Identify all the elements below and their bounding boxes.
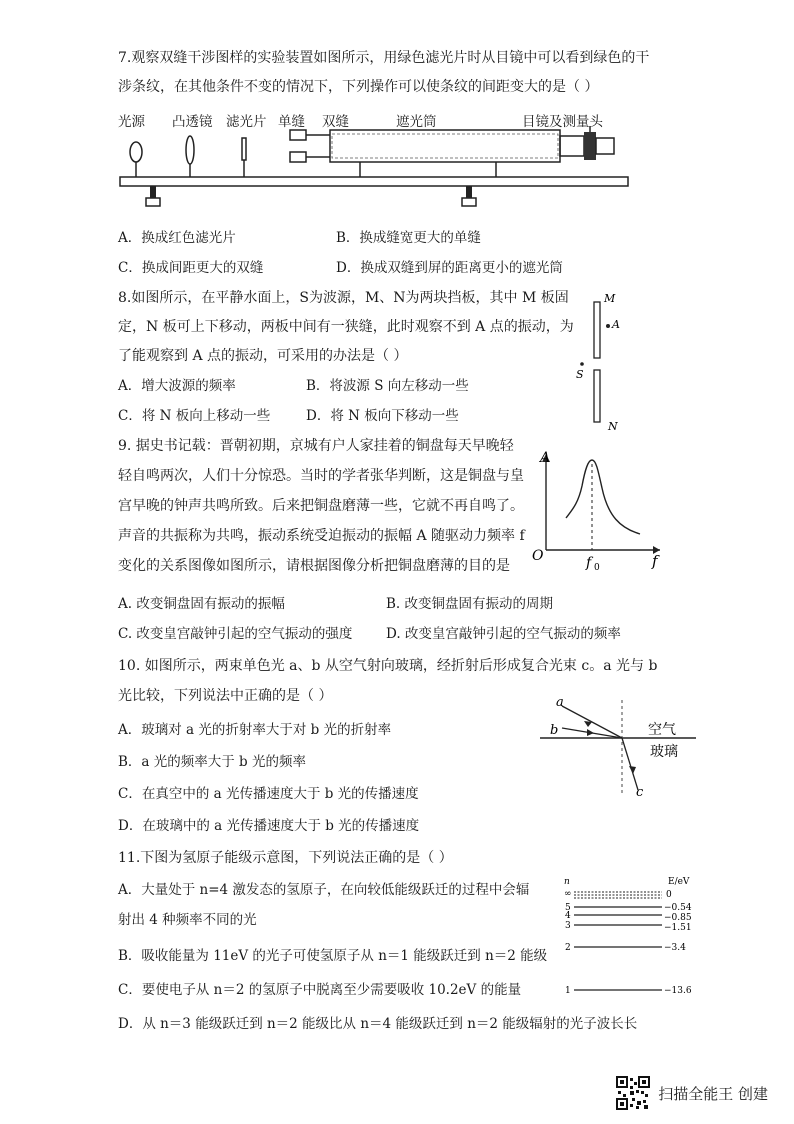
level-inf-e: 0	[666, 890, 672, 900]
origin-label: O	[532, 548, 544, 564]
q9-stem-line1: 9. 据史书记载：晋朝初期，京城有户人家挂着的铜盘每天早晚轻	[118, 438, 514, 454]
ray-b-label: b	[550, 723, 559, 738]
q9-stem-line2: 轻自鸣两次，人们十分惊恐。当时的学者张华判断，这是铜盘与皇	[118, 468, 524, 484]
level-4-n: 4	[565, 911, 571, 921]
q7-option-d[interactable]: D．换成双缝到屏的距离更小的遮光筒	[336, 260, 563, 276]
energy-column-label: E/eV	[668, 877, 690, 887]
q10-option-d[interactable]: D．在玻璃中的 a 光传播速度大于 b 光的传播速度	[118, 818, 420, 834]
level-3-n: 3	[565, 921, 571, 931]
q7-stem-line1: 7.观察双缝干涉图样的实验装置如图所示，用绿色滤光片时从目镜中可以看到绿色的干	[118, 50, 650, 66]
peak-freq-subscript: 0	[594, 563, 600, 570]
q11-option-a-line1[interactable]: A．大量处于 n=4 激发态的氢原子，在向较低能级跃迁的过程中会辐	[118, 882, 530, 898]
level-4-e: −0.85	[664, 913, 692, 923]
label-single-slit: 单缝	[278, 114, 305, 130]
x-axis-label: f	[652, 552, 658, 570]
q8-stem-line2: 定，N 板可上下移动，两板中间有一狭缝，此时观察不到 A 点的振动，为	[118, 319, 574, 335]
wave-barrier-figure	[560, 288, 630, 438]
label-light-tube: 遮光筒	[396, 114, 437, 130]
q9-option-d[interactable]: D. 改变皇宫敲钟引起的空气振动的频率	[386, 626, 621, 642]
label-a: A	[612, 318, 620, 331]
q10-option-c[interactable]: C．在真空中的 a 光传播速度大于 b 光的传播速度	[118, 786, 419, 802]
level-inf-n: ∞	[564, 889, 572, 899]
level-2-e: −3.4	[664, 943, 686, 953]
q7-option-b[interactable]: B．换成缝宽更大的单缝	[336, 230, 481, 246]
label-double-slit: 双缝	[322, 114, 349, 130]
label-m: M	[604, 292, 616, 305]
refraction-figure	[540, 694, 700, 800]
q8-option-b[interactable]: B．将波源 S 向左移动一些	[306, 378, 469, 394]
scanner-watermark	[616, 1076, 768, 1110]
level-1-e: −13.6	[664, 986, 692, 996]
q9-stem-line3: 宫早晚的钟声共鸣所致。后来把铜盘磨薄一些，它就不再自鸣了。	[118, 498, 524, 514]
q7-option-a[interactable]: A．换成红色滤光片	[118, 230, 236, 246]
qr-code-icon	[616, 1076, 650, 1110]
q9-stem-line5: 变化的关系图像如图所示，请根据图像分析把铜盘磨薄的目的是	[118, 558, 510, 574]
ray-a-label: a	[556, 695, 564, 710]
q8-option-a[interactable]: A．增大波源的频率	[118, 378, 236, 394]
q9-stem-line4: 声音的共振称为共鸣，振动系统受迫振动的振幅 A 随驱动力频率 f	[118, 528, 525, 544]
n-column-label: n	[564, 877, 570, 887]
double-slit-apparatus-figure	[116, 126, 636, 218]
q8-option-d[interactable]: D．将 N 板向下移动一些	[306, 408, 459, 424]
q10-stem-line2: 光比较，下列说法中正确的是（ ）	[118, 688, 333, 704]
y-axis-label: A	[540, 450, 551, 466]
resonance-curve-figure	[532, 446, 666, 570]
level-5-e: −0.54	[664, 903, 692, 913]
level-5-n: 5	[565, 903, 571, 913]
q9-option-c[interactable]: C. 改变皇宫敲钟引起的空气振动的强度	[118, 626, 353, 642]
q8-stem-line3: 了能观察到 A 点的振动，可采用的办法是（ ）	[118, 348, 408, 364]
q11-option-d[interactable]: D．从 n＝3 能级跃迁到 n＝2 能级比从 n＝4 能级跃迁到 n＝2 能级辐射的光子波长长	[118, 1016, 638, 1032]
q9-option-b[interactable]: B. 改变铜盘固有振动的周期	[386, 596, 554, 612]
air-label: 空气	[648, 722, 676, 738]
label-s: S	[576, 368, 584, 381]
label-filter: 滤光片	[226, 114, 267, 130]
q11-option-c[interactable]: C．要使电子从 n＝2 的氢原子中脱离至少需要吸收 10.2eV 的能量	[118, 982, 522, 998]
label-n: N	[608, 420, 618, 433]
q7-option-c[interactable]: C．换成间距更大的双缝	[118, 260, 264, 276]
label-convex-lens: 凸透镜	[172, 114, 213, 130]
q9-option-a[interactable]: A. 改变铜盘固有振动的振幅	[118, 596, 285, 612]
glass-label: 玻璃	[650, 744, 678, 760]
q11-option-a-line2[interactable]: 射出 4 种频率不同的光	[118, 912, 257, 928]
level-3-e: −1.51	[664, 923, 692, 933]
ray-c-label: c	[636, 785, 644, 800]
level-2-n: 2	[565, 943, 571, 953]
q11-stem: 11.下图为氢原子能级示意图，下列说法正确的是（ ）	[118, 850, 453, 866]
level-1-n: 1	[565, 986, 571, 996]
q11-option-b[interactable]: B．吸收能量为 11eV 的光子可使氢原子从 n＝1 能级跃迁到 n＝2 能级	[118, 948, 548, 964]
label-eyepiece: 目镜及测量头	[522, 114, 603, 130]
label-light-source: 光源	[118, 114, 145, 130]
q10-option-b[interactable]: B．a 光的频率大于 b 光的频率	[118, 754, 306, 770]
q10-option-a[interactable]: A．玻璃对 a 光的折射率大于对 b 光的折射率	[118, 722, 392, 738]
q10-stem-line1: 10. 如图所示，两束单色光 a、b 从空气射向玻璃，经折射后形成复合光束 c。a 光与 b	[118, 658, 658, 674]
hydrogen-energy-level-figure	[560, 874, 700, 1000]
watermark-text: 扫描全能王 创建	[658, 1084, 768, 1103]
q8-option-c[interactable]: C．将 N 板向上移动一些	[118, 408, 271, 424]
peak-freq-label: f	[586, 555, 592, 570]
q7-stem-line2: 涉条纹，在其他条件不变的情况下，下列操作可以使条纹的间距变大的是（ ）	[118, 79, 599, 95]
q8-stem-line1: 8.如图所示，在平静水面上，S为波源，M、N为两块挡板，其中 M 板固	[118, 290, 569, 306]
